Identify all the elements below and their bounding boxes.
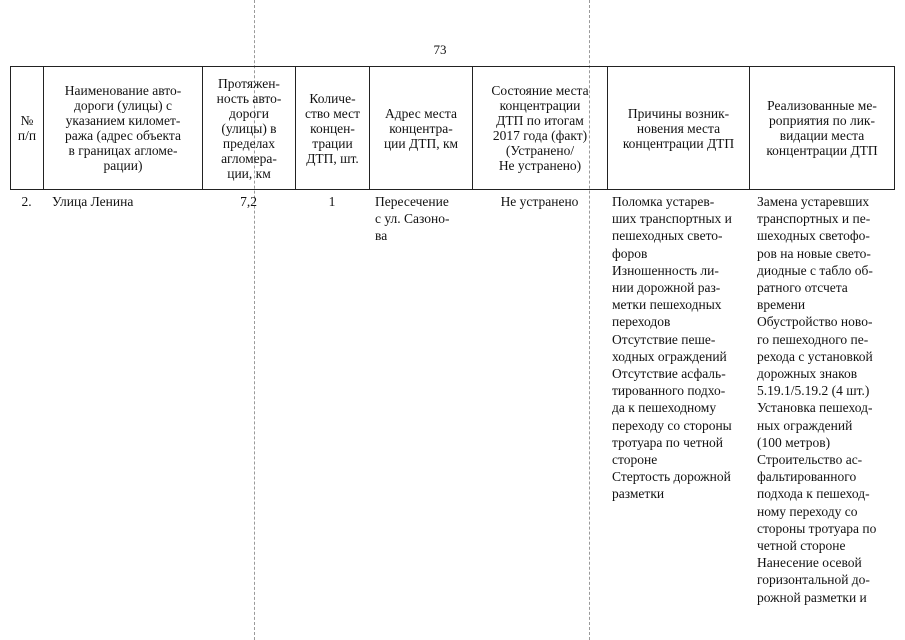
row-length: 7,2 — [240, 194, 257, 209]
header-road-name: Наименование авто- дороги (улицы) с указанием километ- ража (адрес объекта в границах агломе- рации) — [43, 67, 202, 189]
header-causes: Причины возник- новения места концентрации ДТП — [607, 67, 749, 189]
header-status: Состояние места концентрации ДТП по итогам 2017 года (факт) (Устранено/ Не устранено) — [472, 67, 607, 189]
row-road-name: Улица Ленина — [52, 194, 134, 209]
table-header — [10, 66, 895, 190]
row-count: 1 — [328, 194, 336, 209]
row-causes: Поломка устарев- ших транспортных и пешеходных свето- форов Изношенность ли- нии дорожной раз- метки пешеходных переходов Отсутствие пеше- ходных ограждений Отсутствие асфаль- тированного подхо- да к пешеходному переходу со стороны тротуара по четной стороне Стертость дорожной разметки — [612, 194, 732, 502]
header-address: Адрес места концентра- ции ДТП, км — [369, 67, 472, 189]
header-measures: Реализованные ме- роприятия по лик- видации места концентрации ДТП — [749, 67, 895, 189]
row-status: Не устранено — [500, 194, 579, 209]
accident-table — [10, 66, 895, 620]
table-row — [10, 190, 895, 620]
header-count: Количе- ство мест концен- трации ДТП, шт. — [295, 67, 369, 189]
row-measures: Замена устаревших транспортных и пе- шеходных светофо- ров на новые свето- диодные с табло об- ратного отсчета времени Обустройство ново- го пешеходного пе- рехода с установкой дорожных знаков 5.19.1/5.19.2 (4 шт.) Установка пешеход- ных ограждений (100 метров) Строительство ас- фальтированного подхода к пешеход- ному переходу со стороны тротуара по четной стороне Нанесение осевой горизонтальной до- рожной разметки и — [757, 194, 877, 605]
page-number: 73 — [433, 42, 447, 57]
row-address: Пересечение с ул. Сазоно- ва — [375, 194, 450, 244]
header-number: № п/п — [10, 67, 43, 189]
header-length: Протяжен- ность авто- дороги (улицы) в пределах агломера- ции, км — [202, 67, 295, 189]
row-number: 2. — [21, 194, 32, 209]
